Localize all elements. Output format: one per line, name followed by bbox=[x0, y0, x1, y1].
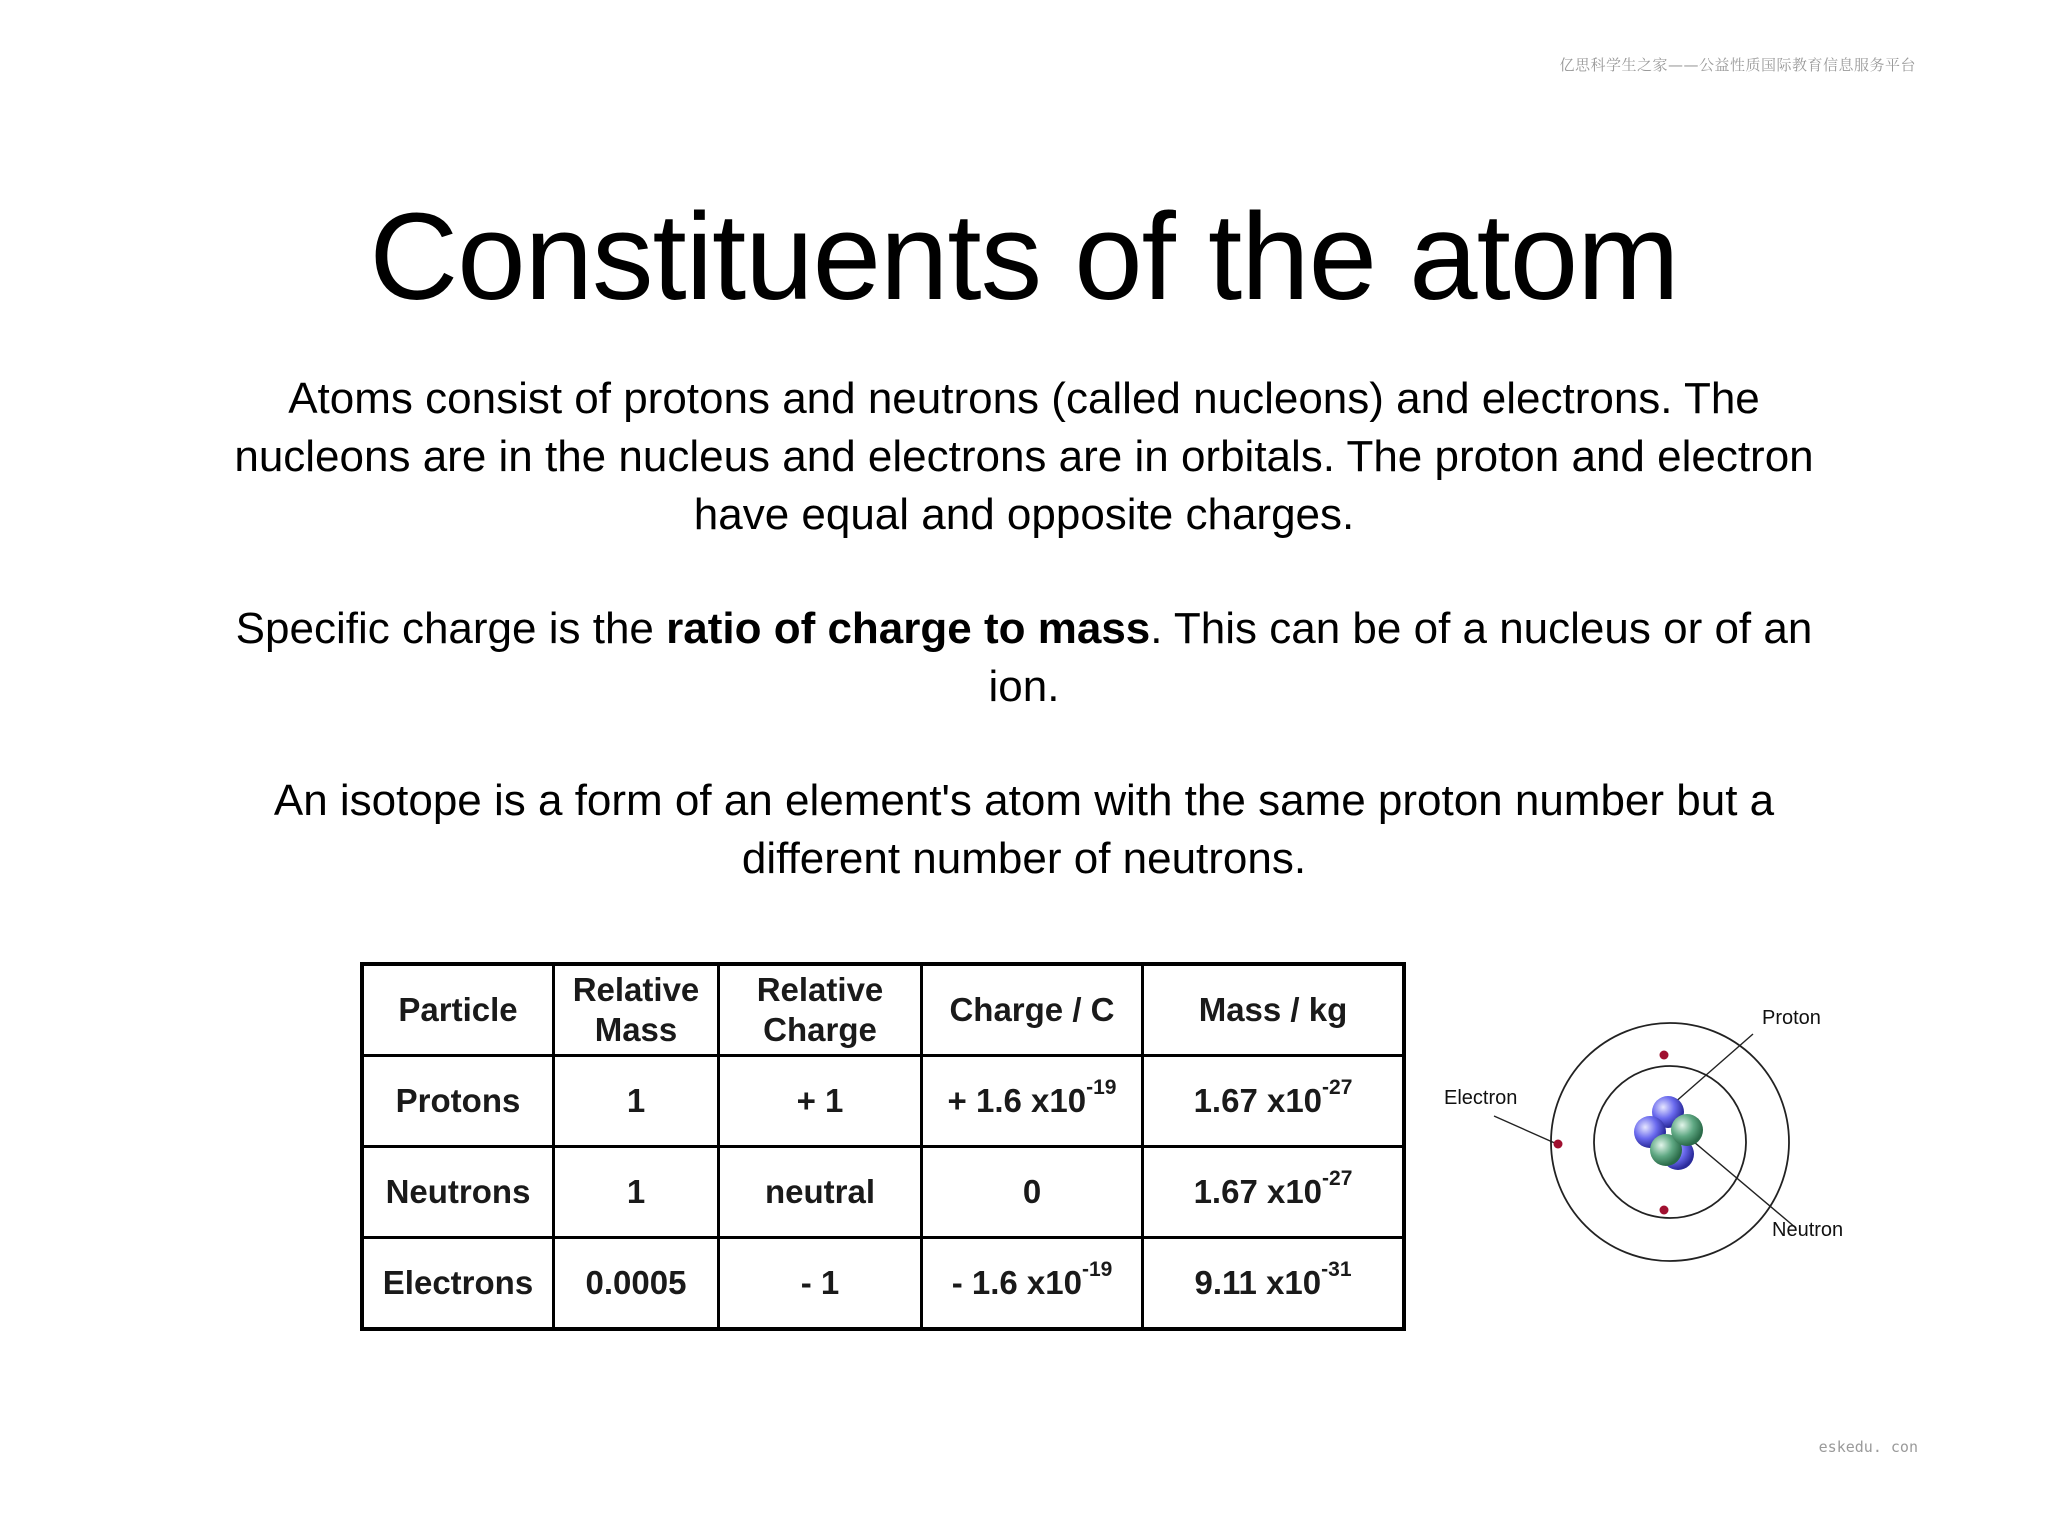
cell-relative-charge: neutral bbox=[719, 1147, 922, 1238]
charge-exponent: -19 bbox=[1081, 1258, 1113, 1281]
table-row-neutrons bbox=[362, 1147, 1404, 1238]
paragraph-atoms: Atoms consist of protons and neutrons (called nucleons) and electrons. The nucleons are in the nucleus and electrons are in orbitals. The proton and electron have equal and opposite charges. bbox=[234, 374, 1814, 539]
header-charge: Charge / C bbox=[922, 964, 1143, 1056]
cell-relative-mass: 1 bbox=[554, 1147, 719, 1238]
label-electron: Electron bbox=[1444, 1087, 1518, 1109]
cell-charge bbox=[922, 1238, 1143, 1330]
mass-base: 9.11 x10 bbox=[1194, 1264, 1322, 1301]
label-neutron: Neutron bbox=[1772, 1219, 1844, 1241]
watermark-top: 亿思科学生之家——公益性质国际教育信息服务平台 bbox=[1559, 56, 1916, 74]
header-relative-charge-line2: Charge bbox=[763, 1011, 877, 1048]
nucleus bbox=[1634, 1096, 1703, 1170]
cell-relative-charge: + 1 bbox=[719, 1056, 922, 1147]
table-header-row bbox=[362, 964, 1404, 1056]
header-relative-charge-line1: Relative bbox=[756, 971, 884, 1008]
header-relative-mass-line2: Mass bbox=[594, 1011, 678, 1048]
charge-base: - 1.6 x10 bbox=[951, 1264, 1082, 1301]
cell-particle: Neutrons bbox=[362, 1147, 554, 1238]
cell-mass bbox=[1143, 1238, 1405, 1330]
cell-relative-mass: 0.0005 bbox=[554, 1238, 719, 1330]
watermark-bottom: eskedu. con bbox=[1818, 1438, 1918, 1456]
cell-mass bbox=[1143, 1056, 1405, 1147]
atom-diagram bbox=[1444, 994, 1864, 1274]
table-row-protons bbox=[362, 1056, 1404, 1147]
paragraph-specific-charge bbox=[224, 600, 1824, 716]
charge-base: 0 bbox=[1022, 1173, 1042, 1210]
mass-exponent: -27 bbox=[1322, 1167, 1353, 1190]
specific-charge-bold: ratio of charge to mass bbox=[666, 604, 1151, 653]
charge-exponent: -19 bbox=[1086, 1076, 1117, 1099]
header-relative-mass-line1: Relative bbox=[572, 971, 700, 1008]
header-mass: Mass / kg bbox=[1143, 964, 1405, 1056]
mass-base: 1.67 x10 bbox=[1193, 1173, 1323, 1210]
specific-charge-text-end: . This can be of a nucleus or of an ion. bbox=[988, 604, 1813, 711]
neutron-sphere bbox=[1671, 1114, 1703, 1146]
header-relative-charge bbox=[719, 964, 922, 1056]
mass-exponent: -31 bbox=[1321, 1258, 1352, 1281]
label-proton: Proton bbox=[1762, 1007, 1821, 1029]
paragraph-isotope: An isotope is a form of an element's atom with the same proton number but a different number of neutrons. bbox=[273, 776, 1775, 883]
mass-base: 1.67 x10 bbox=[1193, 1082, 1323, 1119]
electron-pointer-line bbox=[1494, 1116, 1557, 1144]
header-particle: Particle bbox=[362, 964, 554, 1056]
cell-relative-mass: 1 bbox=[554, 1056, 719, 1147]
cell-particle: Protons bbox=[362, 1056, 554, 1147]
proton-pointer-line bbox=[1673, 1034, 1753, 1104]
cell-mass bbox=[1143, 1147, 1405, 1238]
cell-charge bbox=[922, 1147, 1143, 1238]
cell-particle: Electrons bbox=[362, 1238, 554, 1330]
header-relative-mass bbox=[554, 964, 719, 1056]
cell-relative-charge: - 1 bbox=[719, 1238, 922, 1330]
page-title: Constituents of the atom bbox=[369, 189, 1679, 326]
specific-charge-text-start: Specific charge is the bbox=[235, 604, 667, 653]
cell-charge bbox=[922, 1056, 1143, 1147]
table-row-electrons bbox=[362, 1238, 1404, 1330]
mass-exponent: -27 bbox=[1322, 1076, 1353, 1099]
particle-table bbox=[360, 962, 1406, 1331]
charge-base: + 1.6 x10 bbox=[947, 1082, 1087, 1119]
